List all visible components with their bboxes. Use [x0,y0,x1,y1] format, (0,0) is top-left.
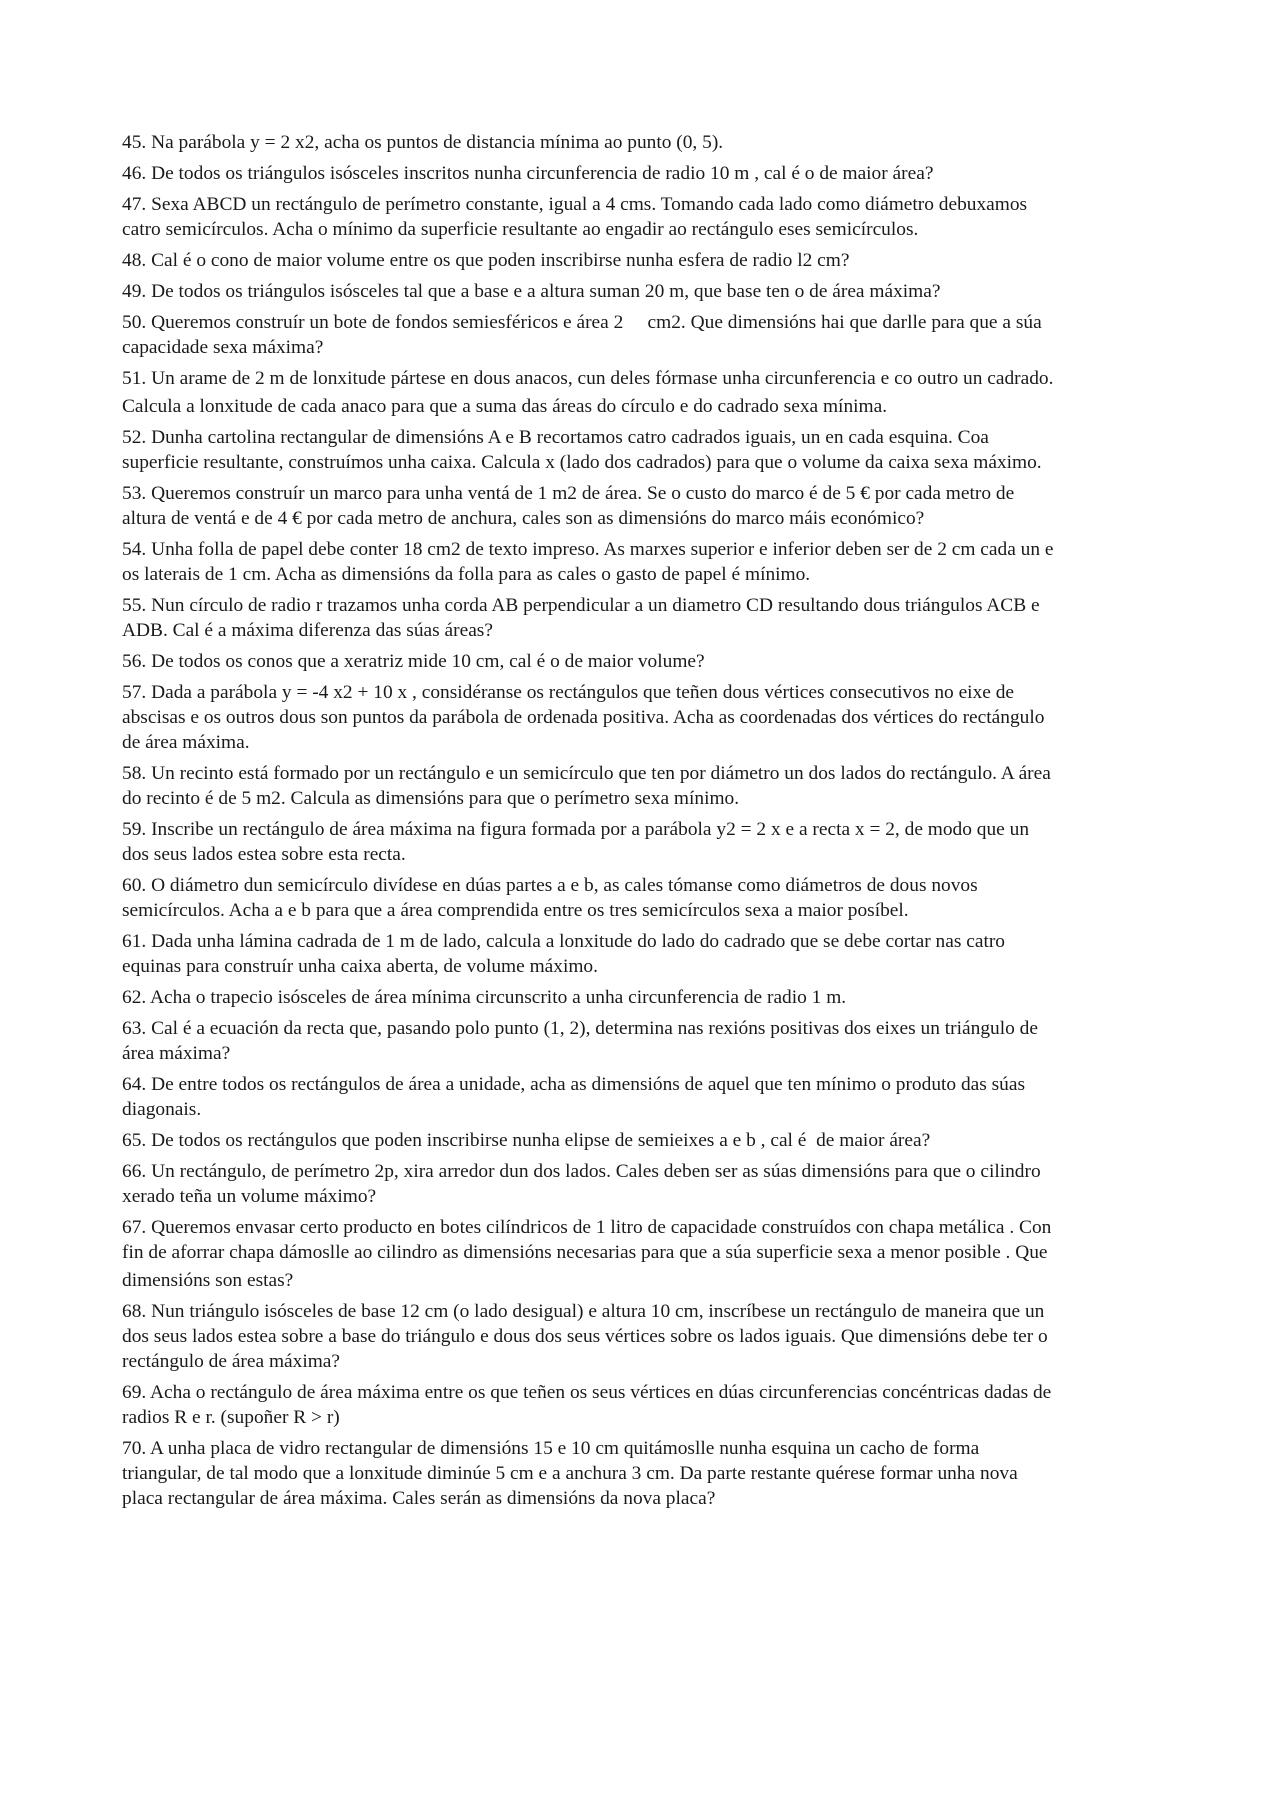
problem-line: 46. De todos os triángulos isósceles inscritos nunha circunferencia de radio 10 m , cal é o de maior área? [122,163,934,184]
problem-line: superficie resultante, construímos unha caixa. Calcula x (lado dos cadrados) para que o volume da caixa sexa máximo. [122,452,1042,473]
problem-line: 65. De todos os rectángulos que poden inscribirse nunha elipse de semieixes a e b , cal é de maior área? [122,1130,931,1151]
problem-67 [122,1215,1167,1293]
problem-line: 45. Na parábola y = 2 x2, acha os puntos de distancia mínima ao punto (0, 5). [122,132,724,153]
problem-51 [122,366,1167,419]
problem-line: Calcula a lonxitude de cada anaco para que a suma das áreas do círculo e do cadrado sexa mínima. [122,396,888,417]
problem-53 [122,481,1167,531]
problem-70 [122,1436,1167,1511]
problem-line: 60. O diámetro dun semicírculo divídese en dúas partes a e b, as cales tómanse como diámetros de dous novos [122,875,978,896]
problem-59 [122,817,1167,867]
problem-line: dos seus lados estea sobre esta recta. [122,844,406,865]
problem-line: 64. De entre todos os rectángulos de área a unidade, acha as dimensións de aquel que ten mínimo o produto das súas [122,1074,1026,1095]
problem-63 [122,1016,1167,1066]
problem-line: 53. Queremos construír un marco para unha ventá de 1 m2 de área. Se o custo do marco é de 5 € por cada metro de [122,483,1015,504]
problem-line: 66. Un rectángulo, de perímetro 2p, xira arredor dun dos lados. Cales deben ser as súas dimensións para que o cilindro [122,1161,1041,1182]
problem-line: dos seus lados estea sobre a base do triángulo e dous dos seus vértices sobre os lados iguais. Que dimensións debe ter o [122,1326,1048,1347]
problem-49 [122,279,1167,304]
problem-58 [122,761,1167,811]
problem-61 [122,929,1167,979]
problem-57 [122,680,1167,755]
problem-line: ADB. Cal é a máxima diferenza das súas áreas? [122,620,493,641]
problem-68 [122,1299,1167,1374]
problem-line: 70. A unha placa de vidro rectangular de dimensións 15 e 10 cm quitámoslle nunha esquina un cacho de forma [122,1438,980,1459]
problem-line: dimensións son estas? [122,1270,294,1291]
problem-55 [122,593,1167,643]
problem-line: 62. Acha o trapecio isósceles de área mínima circunscrito a unha circunferencia de radio 1 m. [122,987,847,1008]
problem-line: 50. Queremos construír un bote de fondos semiesféricos e área 2 cm2. Que dimensións hai que darlle para que a súa [122,312,1042,333]
problem-line: 52. Dunha cartolina rectangular de dimensións A e B recortamos catro cadrados iguais, un en cada esquina. Coa [122,427,989,448]
problem-line: 54. Unha folla de papel debe conter 18 cm2 de texto impreso. As marxes superior e inferior deben ser de 2 cm cada un e [122,539,1054,560]
problem-line: 61. Dada unha lámina cadrada de 1 m de lado, calcula a lonxitude do lado do cadrado que se debe cortar nas catro [122,931,1005,952]
document-page [122,130,1167,1517]
problem-line: 57. Dada a parábola y = -4 x2 + 10 x , considéranse os rectángulos que teñen dous vértices consecutivos no eixe de [122,682,1015,703]
problem-line: área máxima? [122,1043,231,1064]
problem-48 [122,248,1167,273]
problem-47 [122,192,1167,242]
problem-line: 49. De todos os triángulos isósceles tal que a base e a altura suman 20 m, que base ten o de área máxima? [122,281,941,302]
problem-56 [122,649,1167,674]
problem-69 [122,1380,1167,1430]
problem-line: equinas para construír unha caixa aberta, de volume máximo. [122,956,598,977]
problem-line: radios R e r. (supoñer R > r) [122,1407,340,1428]
problem-line: 56. De todos os conos que a xeratriz mide 10 cm, cal é o de maior volume? [122,651,705,672]
problem-line: catro semicírculos. Acha o mínimo da superficie resultante ao engadir ao rectángulo eses semicírculos. [122,219,919,240]
problem-line: diagonais. [122,1099,202,1120]
problem-60 [122,873,1167,923]
problem-62 [122,985,1167,1010]
problem-52 [122,425,1167,475]
problem-line: 67. Queremos envasar certo producto en botes cilíndricos de 1 litro de capacidade construídos con chapa metálica . Con [122,1217,1052,1238]
problem-line: triangular, de tal modo que a lonxitude diminúe 5 cm e a anchura 3 cm. Da parte restante quérese formar unha nova [122,1463,1018,1484]
problem-line: rectángulo de área máxima? [122,1351,341,1372]
problem-line: os laterais de 1 cm. Acha as dimensións da folla para as cales o gasto de papel é mínimo. [122,564,811,585]
problem-line: 48. Cal é o cono de maior volume entre os que poden inscribirse nunha esfera de radio l2 cm? [122,250,850,271]
problem-line: 58. Un recinto está formado por un rectángulo e un semicírculo que ten por diámetro un dos lados do rectángulo. A área [122,763,1051,784]
problem-line: 68. Nun triángulo isósceles de base 12 cm (o lado desigual) e altura 10 cm, inscríbese un rectángulo de maneira que un [122,1301,1045,1322]
problem-50 [122,310,1167,360]
problem-line: 55. Nun círculo de radio r trazamos unha corda AB perpendicular a un diametro CD resultando dous triángulos ACB e [122,595,1040,616]
problem-54 [122,537,1167,587]
problem-line: 59. Inscribe un rectángulo de área máxima na figura formada por a parábola y2 = 2 x e a recta x = 2, de modo que un [122,819,1030,840]
problem-line: semicírculos. Acha a e b para que a área comprendida entre os tres semicírculos sexa a maior posíbel. [122,900,909,921]
problem-line: abscisas e os outros dous son puntos da parábola de ordenada positiva. Acha as coordenadas dos vértices do rectángulo [122,707,1045,728]
problem-65 [122,1128,1167,1153]
problem-line: placa rectangular de área máxima. Cales serán as dimensións da nova placa? [122,1488,716,1509]
problem-46 [122,161,1167,186]
problem-line: 69. Acha o rectángulo de área máxima entre os que teñen os seus vértices en dúas circunferencias concéntricas dadas de [122,1382,1052,1403]
problem-line: xerado teña un volume máximo? [122,1186,377,1207]
problem-line: de área máxima. [122,732,250,753]
problem-45 [122,130,1167,155]
problem-line: 51. Un arame de 2 m de lonxitude pártese en dous anacos, cun deles fórmase unha circunferencia e co outro un cadrado. [122,368,1054,389]
problem-line: capacidade sexa máxima? [122,337,324,358]
problem-line: altura de ventá e de 4 € por cada metro de anchura, cales son as dimensións do marco máis económico? [122,508,925,529]
problem-line: do recinto é de 5 m2. Calcula as dimensións para que o perímetro sexa mínimo. [122,788,740,809]
problem-66 [122,1159,1167,1209]
problem-64 [122,1072,1167,1122]
problem-line: 63. Cal é a ecuación da recta que, pasando polo punto (1, 2), determina nas rexións positivas dos eixes un triángulo de [122,1018,1038,1039]
problem-line: 47. Sexa ABCD un rectángulo de perímetro constante, igual a 4 cms. Tomando cada lado como diámetro debuxamos [122,194,1028,215]
problem-line: fin de aforrar chapa dámoslle ao cilindro as dimensións necesarias para que a súa superficie sexa a menor posible . Que [122,1242,1048,1263]
